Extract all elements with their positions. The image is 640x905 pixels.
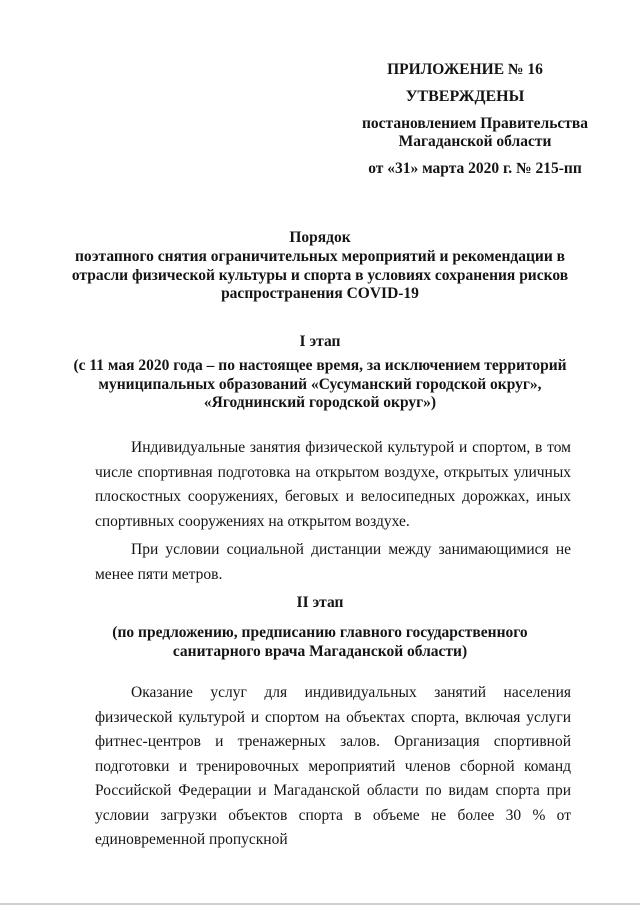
- stage-1-paragraph-1: Индивидуальные занятия физической культурой и спортом, в том числе спортивная подготовка на открытом воздухе, открытых уличных плоскостных сооружениях, беговых и велосипедных дорожках, иных спортивных сооружениях на открытом воздухе.: [95, 439, 571, 530]
- stage-1-period: (с 11 мая 2020 года – по настоящее время, за исключением территорий муниципальных образований «Сусуманский городской округ», «Ягоднинский городской округ»): [73, 357, 567, 411]
- appendix-number: ПРИЛОЖЕНИЕ № 16: [387, 61, 543, 78]
- stage-1-title: I этап: [299, 333, 341, 350]
- resolution-date-number: от «31» марта 2020 г. № 215-пп: [368, 160, 582, 177]
- stage-1-paragraph-2: При условии социальной дистанции между занимающимися не менее пяти метров.: [95, 541, 571, 583]
- stage-2-period: (по предложению, предписанию главного государственного санитарного врача Магаданской области): [112, 624, 528, 660]
- resolution-text: постановлением Правительства Магаданской области: [361, 115, 589, 150]
- document-subtitle: поэтапного снятия ограничительных мероприятий и рекомендации в отрасли физической культуры и спорта в условиях сохранения рисков распространения COVID-19: [71, 248, 569, 302]
- stage-2-paragraph-1: Оказание услуг для индивидуальных занятий населения физической культурой и спортом на объектах спорта, включая услуги фитнес-центров и тренажерных залов. Организация спортивной подготовки и тренировочных мероприятий членов сборной команд Российской Федерации и Магаданской области по видам спорта при условии загрузки объектов спорта в объеме не более 30 % от единовременной пропускной: [95, 684, 571, 848]
- stage-2-title: II этап: [296, 594, 344, 611]
- document-title: Порядок: [289, 229, 351, 246]
- approved-label: УТВЕРЖДЕНЫ: [405, 88, 525, 105]
